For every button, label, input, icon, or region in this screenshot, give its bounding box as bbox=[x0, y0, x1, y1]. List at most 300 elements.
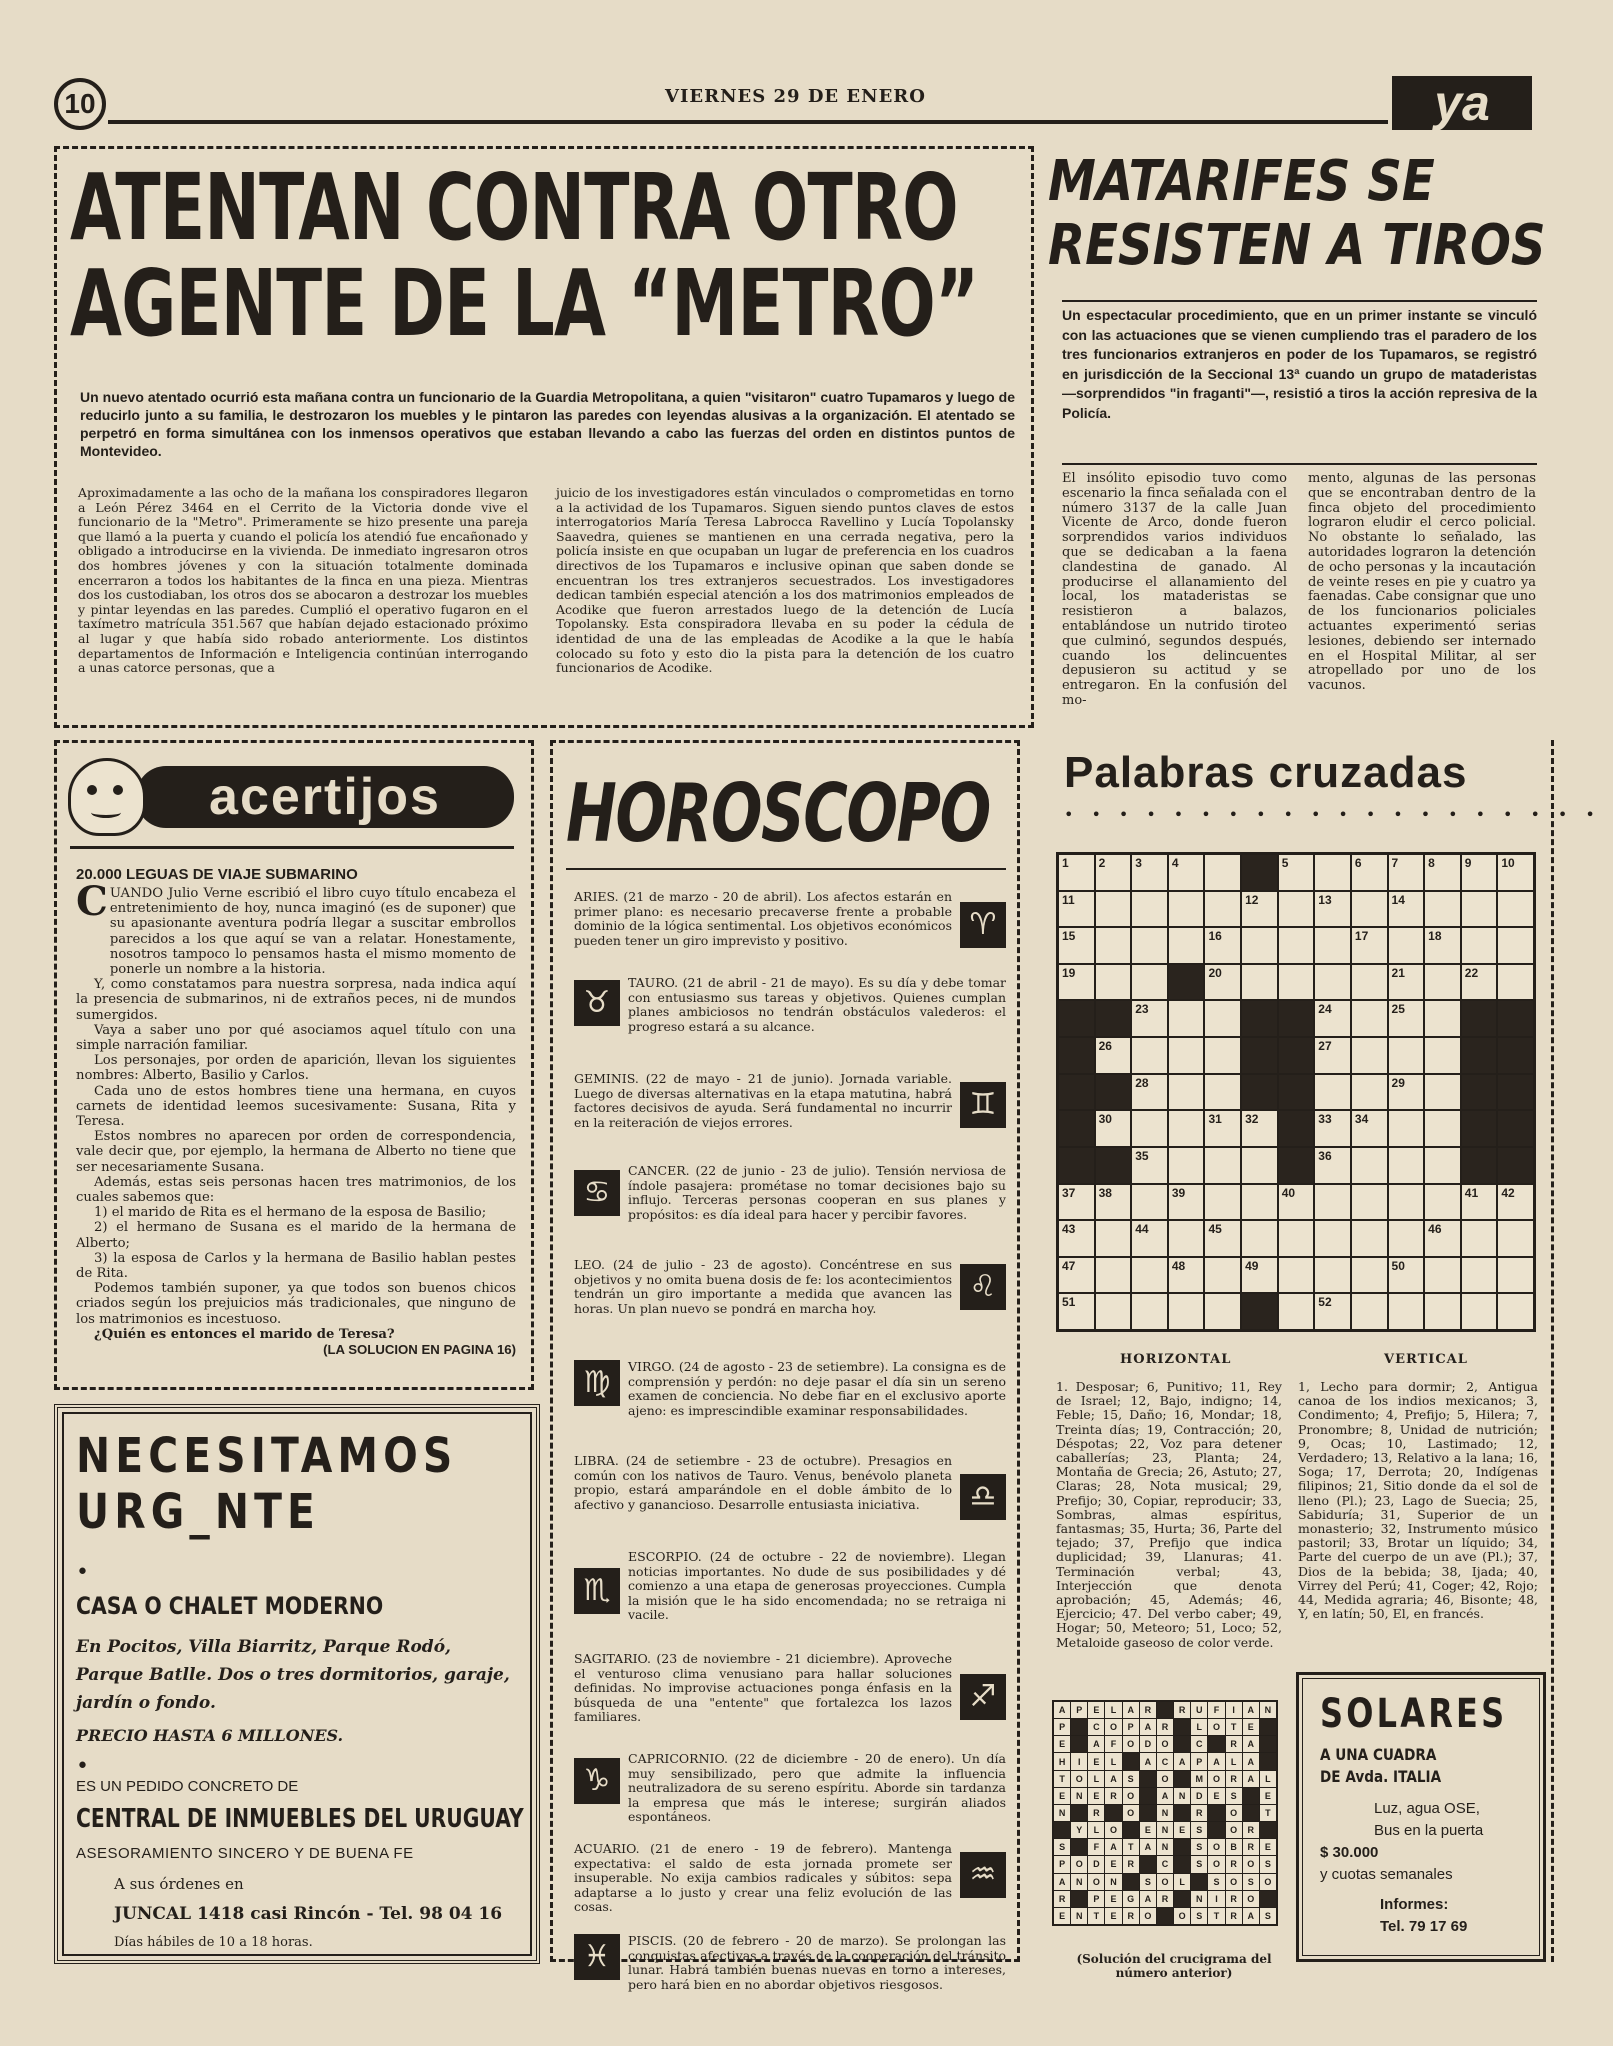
crossword-cell[interactable] bbox=[1498, 928, 1533, 963]
solution-cell: S bbox=[1123, 1771, 1139, 1787]
solution-cell: E bbox=[1088, 1788, 1104, 1804]
crossword-cell[interactable] bbox=[1169, 1185, 1204, 1220]
crossword-cell[interactable] bbox=[1462, 855, 1497, 890]
solares-content bbox=[1320, 1690, 1530, 1938]
crossword-cell[interactable] bbox=[1389, 892, 1424, 927]
crucigrama-horizontal-clues: 1. Desposar; 6, Punitivo; 11, Rey de Israel; 12, Bajo, indigno; 14, Feble; 15, Daño; 16, Mondar; 18, Treinta días; 19, Contracción; 20, Déspotas; 22, Voz para detener caballerías; 23, Planta; 24, Montaña de Grecia; 26, Astuto; 27, Claras; 28, Nota musical; 29, Prefijo; 30, Copiar, reproducir; 33, Sombras, almas espíritus, fantasmas; 35, Hurta; 36, Parte del tejado; 37, Prefijo que indica duplicidad; 39, Llanuras; 41. Terminación verbal; 43, Interjección que denota aprobación; 45, Además; 46, Ejercicio; 47. Del verbo caber; 49, Hogar; 50, Meteoro; 51, Loco; 52, Metaloide gaseoso de color verde. bbox=[1056, 1379, 1282, 1650]
crossword-cell[interactable] bbox=[1462, 892, 1497, 927]
necesitamos-address: JUNCAL 1418 casi Rincón - Tel. 98 04 16 bbox=[114, 1904, 503, 1924]
crucigrama-dots: •••••••••••••••••••• bbox=[1064, 805, 1613, 824]
solution-cell: E bbox=[1174, 1822, 1190, 1838]
crossword-cell[interactable] bbox=[1132, 1258, 1167, 1293]
crossword-cell[interactable] bbox=[1132, 1221, 1167, 1256]
solution-black-cell bbox=[1174, 1805, 1190, 1821]
solution-cell: E bbox=[1140, 1822, 1156, 1838]
crossword-cell[interactable] bbox=[1279, 928, 1314, 963]
solution-black-cell bbox=[1157, 1702, 1173, 1718]
solution-cell: S bbox=[1243, 1874, 1259, 1890]
solution-cell: S bbox=[1208, 1874, 1224, 1890]
crossword-black-cell bbox=[1279, 1038, 1314, 1073]
crossword-cell[interactable] bbox=[1462, 928, 1497, 963]
solution-black-cell bbox=[1071, 1805, 1087, 1821]
geminis-text: GEMINIS. (22 de mayo - 21 de junio). Jornada variable. Luego de diversas alternativas en la etapa matutina, habrá factores decisivos de ayuda. Será fundamental no incurrir en la reiteración de viejos errores. bbox=[574, 1071, 952, 1130]
crossword-cell[interactable] bbox=[1389, 855, 1424, 890]
solution-cell: R bbox=[1191, 1805, 1207, 1821]
crossword-cell[interactable] bbox=[1205, 1294, 1240, 1329]
crossword-cell[interactable] bbox=[1425, 1075, 1460, 1110]
crossword-cell[interactable] bbox=[1425, 1038, 1460, 1073]
crossword-cell[interactable] bbox=[1498, 855, 1533, 890]
solution-cell: E bbox=[1054, 1788, 1070, 1804]
crossword-cell[interactable] bbox=[1352, 965, 1387, 1000]
crossword-cell[interactable] bbox=[1315, 1038, 1350, 1073]
libra-icon: ♎ bbox=[960, 1474, 1006, 1520]
matarifes-lead: Un espectacular procedimiento, que en un primer instante se vinculó con las actuaciones que se vienen cumpliendo tras el paradero de los tres funcionarios extranjeros en poder de los Tupamaros, se registró en jurisdicción de la Seccional 13ª cuando un grupo de mataderistas —sorprendidos "in fraganti"—, resistió a tiros la acción represiva de la Policía. bbox=[1062, 307, 1537, 421]
crossword-cell[interactable] bbox=[1279, 1258, 1314, 1293]
crossword-cell[interactable] bbox=[1498, 892, 1533, 927]
solution-black-cell bbox=[1191, 1874, 1207, 1890]
crossword-cell-number: 46 bbox=[1428, 1222, 1442, 1237]
crossword-cell[interactable] bbox=[1242, 1221, 1277, 1256]
solution-cell: D bbox=[1140, 1736, 1156, 1752]
crossword-cell-number: 40 bbox=[1281, 1185, 1296, 1200]
puzzled-face-icon bbox=[68, 758, 146, 836]
crossword-cell[interactable] bbox=[1169, 1221, 1204, 1256]
crossword-cell-number: 9 bbox=[1464, 856, 1472, 870]
acertijos-paragraph: Cada uno de estos hombres tiene una hermana, en cuyos carnets de identidad leemos sucesivamente: Susana, Rita y Teresa. bbox=[76, 1083, 516, 1130]
solution-cell: P bbox=[1054, 1719, 1070, 1735]
crossword-cell[interactable] bbox=[1352, 1258, 1387, 1293]
solution-cell: A bbox=[1243, 1736, 1259, 1752]
crossword-black-cell bbox=[1279, 1001, 1314, 1036]
solution-black-cell bbox=[1071, 1891, 1087, 1907]
acertijos-banner-rule bbox=[70, 846, 514, 849]
crossword-cell[interactable] bbox=[1059, 1294, 1094, 1329]
crossword-cell[interactable] bbox=[1462, 1294, 1497, 1329]
crossword-cell[interactable] bbox=[1242, 1111, 1277, 1146]
crossword-cell[interactable] bbox=[1096, 855, 1131, 890]
crossword-cell[interactable] bbox=[1315, 1148, 1350, 1183]
solution-cell: R bbox=[1140, 1702, 1156, 1718]
crossword-cell[interactable] bbox=[1279, 965, 1314, 1000]
crossword-cell[interactable] bbox=[1169, 1148, 1204, 1183]
crossword-cell[interactable] bbox=[1425, 892, 1460, 927]
horoscopo-piscis bbox=[574, 1934, 1006, 2014]
crossword-grid[interactable] bbox=[1056, 852, 1536, 1332]
aquarius-icon: ♒ bbox=[960, 1852, 1006, 1898]
sagitario-text: SAGITARIO. (23 de noviembre - 21 diciembre). Aproveche el venturoso clima venusiano para hallar soluciones definidas. No improvise actuaciones ponga énfasis en la búsqueda de una "entente" que fortalezca los lazos familiares. bbox=[574, 1651, 952, 1725]
crossword-cell[interactable] bbox=[1059, 965, 1094, 1000]
crossword-cell[interactable] bbox=[1389, 1001, 1424, 1036]
acertijos-paragraph: Los personajes, por orden de aparición, llevan los siguientes nombres: Alberto, Basilio y Carlos. bbox=[76, 1053, 516, 1084]
solution-cell: R bbox=[1174, 1702, 1190, 1718]
crossword-cell[interactable] bbox=[1389, 1111, 1424, 1146]
solution-black-cell bbox=[1260, 1736, 1276, 1752]
crossword-cell-number: 37 bbox=[1062, 1185, 1076, 1200]
crossword-cell[interactable] bbox=[1205, 1038, 1240, 1073]
crossword-black-cell bbox=[1169, 965, 1204, 1000]
crossword-cell[interactable] bbox=[1352, 1148, 1387, 1183]
matarifes-body-col2: mento, algunas de las personas que se encontraban dentro de la finca objeto del procedimiento lograron eludir el cerco policial. No obstante lo señalado, las autoridades lograron la detención de ocho personas y la incautación de veinte reses en pie y cuatro ya faenadas. Cabe consignar que uno de los funcionarios policiales actuantes experimentó serias lesiones, debiendo ser internado en el Hospital Militar, al ser atropellado por uno de los vacunos. bbox=[1308, 471, 1536, 694]
crossword-cell-number: 8 bbox=[1428, 856, 1435, 870]
crossword-cell[interactable] bbox=[1315, 928, 1350, 963]
acertijos-paragraph: Además, estas seis personas hacen tres matrimonios, de los cuales sabemos que: bbox=[76, 1174, 516, 1206]
crossword-cell[interactable] bbox=[1279, 1221, 1314, 1256]
necesitamos-description: En Pocitos, Villa Biarritz, Parque Rodó, Parque Batlle. Dos o tres dormitorios, garaje, jardín o fondo. bbox=[76, 1637, 510, 1713]
solution-cell: N bbox=[1054, 1805, 1070, 1821]
gemini-icon: ♊ bbox=[960, 1082, 1006, 1128]
crossword-cell[interactable] bbox=[1352, 1111, 1387, 1146]
crossword-cell[interactable] bbox=[1315, 892, 1350, 927]
crossword-cell[interactable] bbox=[1059, 892, 1094, 927]
solution-cell: C bbox=[1157, 1856, 1173, 1872]
crossword-cell[interactable] bbox=[1205, 855, 1240, 890]
solution-cell: N bbox=[1191, 1891, 1207, 1907]
crossword-cell[interactable] bbox=[1425, 1185, 1460, 1220]
crossword-cell-number: 42 bbox=[1501, 1185, 1515, 1200]
crossword-cell[interactable] bbox=[1169, 1111, 1204, 1146]
crossword-cell[interactable] bbox=[1315, 1294, 1350, 1329]
ya-logo-text: ya bbox=[1434, 75, 1490, 131]
sagittarius-icon: ♐ bbox=[960, 1674, 1006, 1720]
solution-black-cell bbox=[1123, 1753, 1139, 1769]
crossword-black-cell bbox=[1462, 1001, 1497, 1036]
crossword-cell[interactable] bbox=[1315, 1185, 1350, 1220]
crossword-cell[interactable] bbox=[1096, 965, 1131, 1000]
crossword-cell[interactable] bbox=[1425, 928, 1460, 963]
crossword-cell[interactable] bbox=[1242, 892, 1277, 927]
matarifes-headline-line2: RESISTEN A TIROS bbox=[1048, 213, 1546, 278]
crossword-cell[interactable] bbox=[1279, 1185, 1314, 1220]
solution-cell: R bbox=[1123, 1856, 1139, 1872]
crossword-cell[interactable] bbox=[1242, 1185, 1277, 1220]
acertijos-paragraph: 1) el marido de Rita es el hermano de la esposa de Basilio; bbox=[94, 1205, 487, 1221]
necesitamos-price: PRECIO HASTA 6 MILLONES. bbox=[76, 1726, 344, 1745]
solution-cell: F bbox=[1208, 1702, 1224, 1718]
crossword-cell-number: 17 bbox=[1354, 929, 1369, 944]
crossword-cell[interactable] bbox=[1498, 1185, 1533, 1220]
crossword-cell[interactable] bbox=[1205, 1148, 1240, 1183]
crossword-cell[interactable] bbox=[1279, 1294, 1314, 1329]
crossword-cell[interactable] bbox=[1389, 928, 1424, 963]
solution-cell: O bbox=[1208, 1839, 1224, 1855]
solution-cell: R bbox=[1105, 1788, 1121, 1804]
crossword-cell[interactable] bbox=[1205, 928, 1240, 963]
solares-line2: DE Avda. ITALIA bbox=[1320, 1767, 1442, 1786]
crossword-cell[interactable] bbox=[1242, 965, 1277, 1000]
crossword-cell[interactable] bbox=[1132, 1185, 1167, 1220]
crossword-cell[interactable] bbox=[1205, 1111, 1240, 1146]
crossword-cell-number: 34 bbox=[1354, 1112, 1369, 1127]
crossword-cell[interactable] bbox=[1498, 1258, 1533, 1293]
crossword-cell[interactable] bbox=[1096, 928, 1131, 963]
solution-cell: A bbox=[1174, 1753, 1190, 1769]
crossword-cell-number: 52 bbox=[1318, 1295, 1332, 1310]
crossword-cell[interactable] bbox=[1315, 1258, 1350, 1293]
aries-text: ARIES. (21 de marzo - 20 de abril). Los afectos estarán en primer plano: es necesario precaverse frente a probable dominio de la lógica sentimental. Los objetivos económicos pueden tener un giro imprevisto y positivo. bbox=[574, 889, 952, 948]
crossword-cell[interactable] bbox=[1096, 1185, 1131, 1220]
solution-cell: R bbox=[1226, 1856, 1242, 1872]
crossword-cell[interactable] bbox=[1132, 928, 1167, 963]
crossword-cell[interactable] bbox=[1059, 928, 1094, 963]
crossword-cell[interactable] bbox=[1205, 1185, 1240, 1220]
crossword-cell[interactable] bbox=[1096, 1111, 1131, 1146]
crossword-cell[interactable] bbox=[1425, 1148, 1460, 1183]
solution-cell: D bbox=[1191, 1788, 1207, 1804]
crossword-black-cell bbox=[1096, 1148, 1131, 1183]
crossword-cell[interactable] bbox=[1096, 1294, 1131, 1329]
horoscopo-tauro bbox=[574, 976, 1006, 1064]
solution-cell: N bbox=[1174, 1788, 1190, 1804]
crossword-cell[interactable] bbox=[1315, 1111, 1350, 1146]
solution-cell: G bbox=[1123, 1891, 1139, 1907]
solares-price: $ 30.000 bbox=[1320, 1844, 1379, 1861]
cancer-icon: ♋ bbox=[574, 1170, 620, 1216]
crossword-cell[interactable] bbox=[1279, 855, 1314, 890]
solution-cell: S bbox=[1260, 1908, 1276, 1924]
crossword-cell[interactable] bbox=[1498, 965, 1533, 1000]
acertijos-paragraph: Estos nombres no aparecen por orden de correspondencia, vale decir que, por ejemplo, la hermana de Alberto no tiene que ser necesariamente Susana. bbox=[76, 1129, 516, 1175]
crossword-cell[interactable] bbox=[1132, 1001, 1167, 1036]
acertijos-paragraph: UANDO Julio Verne escribió el libro cuyo título encabeza el entretenimiento de hoy, nunca imaginó (es de suponer) que su apasionante aventura podría llegar a suscitar embrollos parecidos a los que aquí se van a relatar. Honestamente, nosotros tampoco lo pensamos hasta el mismo momento de ponerle un nombre a la historia. bbox=[109, 886, 516, 978]
solution-cell: I bbox=[1071, 1753, 1087, 1769]
crossword-cell[interactable] bbox=[1352, 1185, 1387, 1220]
solares-cuotas: y cuotas semanales bbox=[1320, 1866, 1453, 1883]
crossword-cell[interactable] bbox=[1498, 1221, 1533, 1256]
horoscopo-list bbox=[574, 889, 1006, 1992]
crossword-cell[interactable] bbox=[1352, 1294, 1387, 1329]
horoscopo-escorpio bbox=[574, 1550, 1006, 1640]
crossword-cell[interactable] bbox=[1059, 1258, 1094, 1293]
solution-black-cell bbox=[1054, 1822, 1070, 1838]
crossword-cell[interactable] bbox=[1132, 1111, 1167, 1146]
crossword-cell[interactable] bbox=[1205, 1001, 1240, 1036]
solution-cell: R bbox=[1226, 1908, 1242, 1924]
crossword-cell[interactable] bbox=[1352, 1075, 1387, 1110]
solution-black-cell bbox=[1260, 1891, 1276, 1907]
crossword-cell-number: 16 bbox=[1208, 929, 1222, 944]
solution-black-cell bbox=[1260, 1753, 1276, 1769]
crossword-cell[interactable] bbox=[1425, 1294, 1460, 1329]
solution-cell: B bbox=[1226, 1839, 1242, 1855]
crossword-cell[interactable] bbox=[1132, 1038, 1167, 1073]
crossword-cell-number: 32 bbox=[1245, 1112, 1259, 1127]
crossword-cell[interactable] bbox=[1059, 1221, 1094, 1256]
crossword-black-cell bbox=[1059, 1001, 1094, 1036]
crossword-cell[interactable] bbox=[1425, 1111, 1460, 1146]
crucigrama-title: Palabras cruzadas bbox=[1064, 748, 1468, 797]
crucigrama-vertical-clues: 1, Lecho para dormir; 2, Antigua canoa de los indios mexicanos; 3, Condimento; 4, Prefijo; 5, Hilera; 7, Pronombre; 8, Unidad de nutrición; 9, Ocas; 10, Lastimado; 12, Verdadero; 13, Relativo a la lana; 16, Soga; 17, Derrota; 20, Indígenas filipinos; 21, Sitio donde da el sol de lleno (Pl.); 23, Lago de Suecia; 25, Sabiduría; 31, Superior de un monasterio; 32, Instrumento músico pastoril; 33, Brotar un líquido; 34, Parte del cuerpo de un ave (Pl.); 37, Dios de la bebida; 38, Ijada; 40, Virrey del Perú; 41, Coger; 42, Rojo; 44, Medida agraria; 46, Bisonte; 48, Y, en latín; 50, El, en francés. bbox=[1298, 1379, 1538, 1622]
crossword-cell-number: 22 bbox=[1464, 965, 1479, 980]
solution-cell: S bbox=[1191, 1822, 1207, 1838]
solution-cell: E bbox=[1105, 1856, 1121, 1872]
crossword-cell-number: 47 bbox=[1062, 1258, 1076, 1273]
solution-cell: R bbox=[1123, 1908, 1139, 1924]
crossword-cell[interactable] bbox=[1242, 1258, 1277, 1293]
crossword-cell[interactable] bbox=[1169, 892, 1204, 927]
solution-cell: A bbox=[1243, 1702, 1259, 1718]
crossword-cell[interactable] bbox=[1096, 892, 1131, 927]
crossword-black-cell bbox=[1242, 1075, 1277, 1110]
crossword-cell[interactable] bbox=[1169, 1258, 1204, 1293]
crossword-cell[interactable] bbox=[1205, 892, 1240, 927]
crossword-cell[interactable] bbox=[1352, 855, 1387, 890]
metro-headline bbox=[70, 154, 1025, 357]
solution-cell: O bbox=[1123, 1736, 1139, 1752]
crossword-cell[interactable] bbox=[1425, 855, 1460, 890]
crossword-cell[interactable] bbox=[1389, 1221, 1424, 1256]
solution-cell: C bbox=[1157, 1753, 1173, 1769]
crossword-cell-number: 30 bbox=[1098, 1112, 1112, 1127]
crossword-cell[interactable] bbox=[1169, 1038, 1204, 1073]
crossword-cell[interactable] bbox=[1096, 1221, 1131, 1256]
horoscopo-aries bbox=[574, 890, 1006, 966]
crossword-cell[interactable] bbox=[1389, 1185, 1424, 1220]
crossword-cell[interactable] bbox=[1425, 965, 1460, 1000]
crossword-cell[interactable] bbox=[1352, 1221, 1387, 1256]
crossword-cell[interactable] bbox=[1242, 928, 1277, 963]
crossword-cell[interactable] bbox=[1462, 1185, 1497, 1220]
solution-black-cell bbox=[1140, 1856, 1156, 1872]
crossword-cell[interactable] bbox=[1132, 1075, 1167, 1110]
crossword-cell[interactable] bbox=[1462, 965, 1497, 1000]
crossword-cell-number: 19 bbox=[1062, 965, 1076, 980]
crossword-cell[interactable] bbox=[1132, 965, 1167, 1000]
solution-cell: L bbox=[1226, 1753, 1242, 1769]
crossword-cell[interactable] bbox=[1169, 1001, 1204, 1036]
crossword-cell[interactable] bbox=[1315, 1221, 1350, 1256]
crossword-cell[interactable] bbox=[1132, 1294, 1167, 1329]
solution-cell: O bbox=[1071, 1856, 1087, 1872]
crossword-cell[interactable] bbox=[1096, 1258, 1131, 1293]
crossword-cell[interactable] bbox=[1389, 1148, 1424, 1183]
crossword-black-cell bbox=[1059, 1038, 1094, 1073]
solution-cell: S bbox=[1260, 1856, 1276, 1872]
necesitamos-company: CENTRAL DE INMUEBLES DEL URUGUAY bbox=[76, 1804, 524, 1834]
crossword-cell[interactable] bbox=[1315, 965, 1350, 1000]
crossword-cell[interactable] bbox=[1425, 1221, 1460, 1256]
crossword-black-cell bbox=[1462, 1075, 1497, 1110]
crossword-cell-number: 21 bbox=[1391, 965, 1405, 980]
crossword-cell[interactable] bbox=[1096, 1038, 1131, 1073]
necesitamos-title-line1: NECESITAMOS bbox=[76, 1428, 458, 1484]
crossword-cell[interactable] bbox=[1242, 1148, 1277, 1183]
solution-cell: A bbox=[1243, 1908, 1259, 1924]
header-date: VIERNES 29 DE ENERO bbox=[665, 86, 926, 107]
solution-cell: E bbox=[1243, 1719, 1259, 1735]
solution-cell: N bbox=[1157, 1839, 1173, 1855]
solution-cell: T bbox=[1260, 1805, 1276, 1821]
crossword-cell[interactable] bbox=[1389, 1038, 1424, 1073]
solares-line1: A UNA CUADRA bbox=[1320, 1745, 1437, 1764]
crossword-cell[interactable] bbox=[1352, 1001, 1387, 1036]
crossword-cell-number: 51 bbox=[1062, 1295, 1076, 1310]
solution-black-cell bbox=[1260, 1719, 1276, 1735]
crossword-black-cell bbox=[1242, 855, 1277, 890]
solution-black-cell bbox=[1140, 1805, 1156, 1821]
solution-cell: O bbox=[1123, 1805, 1139, 1821]
crossword-black-cell bbox=[1242, 1001, 1277, 1036]
metro-lead: Un nuevo atentado ocurrió esta mañana contra un funcionario de la Guardia Metropolitana, a quien "visitaron" cuatro Tupamaros y luego de reducirlo junto a su familia, le destrozaron los muebles y le pintaron las paredes con leyendas alusivas a la organización. El atentado se perpetró en forma simultánea con los inmensos operativos que estaban llevando a cabo las fuerzas del orden en distintos puntos de Montevideo. bbox=[80, 389, 1015, 459]
crossword-cell[interactable] bbox=[1169, 1075, 1204, 1110]
crossword-cell[interactable] bbox=[1425, 1258, 1460, 1293]
crossword-cell[interactable] bbox=[1352, 892, 1387, 927]
crossword-black-cell bbox=[1498, 1038, 1533, 1073]
solution-cell: E bbox=[1260, 1788, 1276, 1804]
crossword-cell[interactable] bbox=[1462, 1258, 1497, 1293]
crossword-cell[interactable] bbox=[1315, 1075, 1350, 1110]
horoscopo-leo bbox=[574, 1258, 1006, 1350]
crossword-cell-number: 24 bbox=[1318, 1002, 1332, 1017]
crossword-black-cell bbox=[1242, 1038, 1277, 1073]
solution-black-cell bbox=[1208, 1805, 1224, 1821]
crossword-cell[interactable] bbox=[1169, 928, 1204, 963]
crossword-cell-number: 1 bbox=[1062, 856, 1069, 870]
crossword-cell[interactable] bbox=[1205, 965, 1240, 1000]
crossword-cell[interactable] bbox=[1462, 1221, 1497, 1256]
crossword-black-cell bbox=[1059, 1111, 1094, 1146]
crossword-cell[interactable] bbox=[1389, 1075, 1424, 1110]
crossword-cell[interactable] bbox=[1279, 892, 1314, 927]
solution-cell: R bbox=[1088, 1805, 1104, 1821]
crossword-cell[interactable] bbox=[1425, 1001, 1460, 1036]
crossword-cell-number: 26 bbox=[1098, 1039, 1112, 1054]
crossword-cell[interactable] bbox=[1389, 965, 1424, 1000]
solution-crossword-grid bbox=[1052, 1700, 1278, 1926]
crossword-cell-number: 12 bbox=[1245, 892, 1259, 907]
solution-black-cell bbox=[1140, 1788, 1156, 1804]
crossword-cell[interactable] bbox=[1132, 855, 1167, 890]
acertijos-subtitle: 20.000 LEGUAS DE VIAJE SUBMARINO bbox=[76, 866, 358, 883]
crossword-cell[interactable] bbox=[1315, 1001, 1350, 1036]
crossword-cell[interactable] bbox=[1169, 855, 1204, 890]
crossword-cell-number: 4 bbox=[1171, 856, 1179, 870]
solution-cell: O bbox=[1071, 1771, 1087, 1787]
crossword-cell-number: 38 bbox=[1098, 1185, 1112, 1200]
crossword-cell[interactable] bbox=[1315, 855, 1350, 890]
solution-cell: T bbox=[1208, 1908, 1224, 1924]
solution-cell: T bbox=[1054, 1771, 1070, 1787]
crossword-cell[interactable] bbox=[1059, 855, 1094, 890]
solution-cell: A bbox=[1140, 1839, 1156, 1855]
page-number-circle bbox=[54, 78, 106, 130]
necesitamos-bullet: • bbox=[76, 1754, 89, 1779]
horoscopo-sagitario bbox=[574, 1652, 1006, 1740]
crossword-cell[interactable] bbox=[1205, 1221, 1240, 1256]
capricorn-icon: ♑ bbox=[574, 1758, 620, 1804]
crossword-cell[interactable] bbox=[1132, 892, 1167, 927]
crossword-cell[interactable] bbox=[1389, 1294, 1424, 1329]
crossword-cell-number: 27 bbox=[1318, 1039, 1332, 1054]
solution-cell: A bbox=[1140, 1753, 1156, 1769]
crossword-cell[interactable] bbox=[1389, 1258, 1424, 1293]
crossword-cell[interactable] bbox=[1352, 1038, 1387, 1073]
crossword-black-cell bbox=[1096, 1001, 1131, 1036]
crossword-cell[interactable] bbox=[1169, 1294, 1204, 1329]
horoscopo-cancer bbox=[574, 1164, 1006, 1246]
solution-cell: L bbox=[1088, 1771, 1104, 1787]
crossword-cell[interactable] bbox=[1205, 1075, 1240, 1110]
crossword-cell[interactable] bbox=[1132, 1148, 1167, 1183]
crossword-cell[interactable] bbox=[1205, 1258, 1240, 1293]
crossword-cell[interactable] bbox=[1352, 928, 1387, 963]
crossword-cell[interactable] bbox=[1498, 1294, 1533, 1329]
crossword-cell-number: 15 bbox=[1062, 929, 1076, 944]
crossword-cell-number: 2 bbox=[1098, 856, 1106, 870]
solares-line4: Bus en la puerta bbox=[1374, 1822, 1484, 1839]
crossword-cell[interactable] bbox=[1059, 1185, 1094, 1220]
necesitamos-title-line2: URG_NTE bbox=[76, 1484, 320, 1540]
